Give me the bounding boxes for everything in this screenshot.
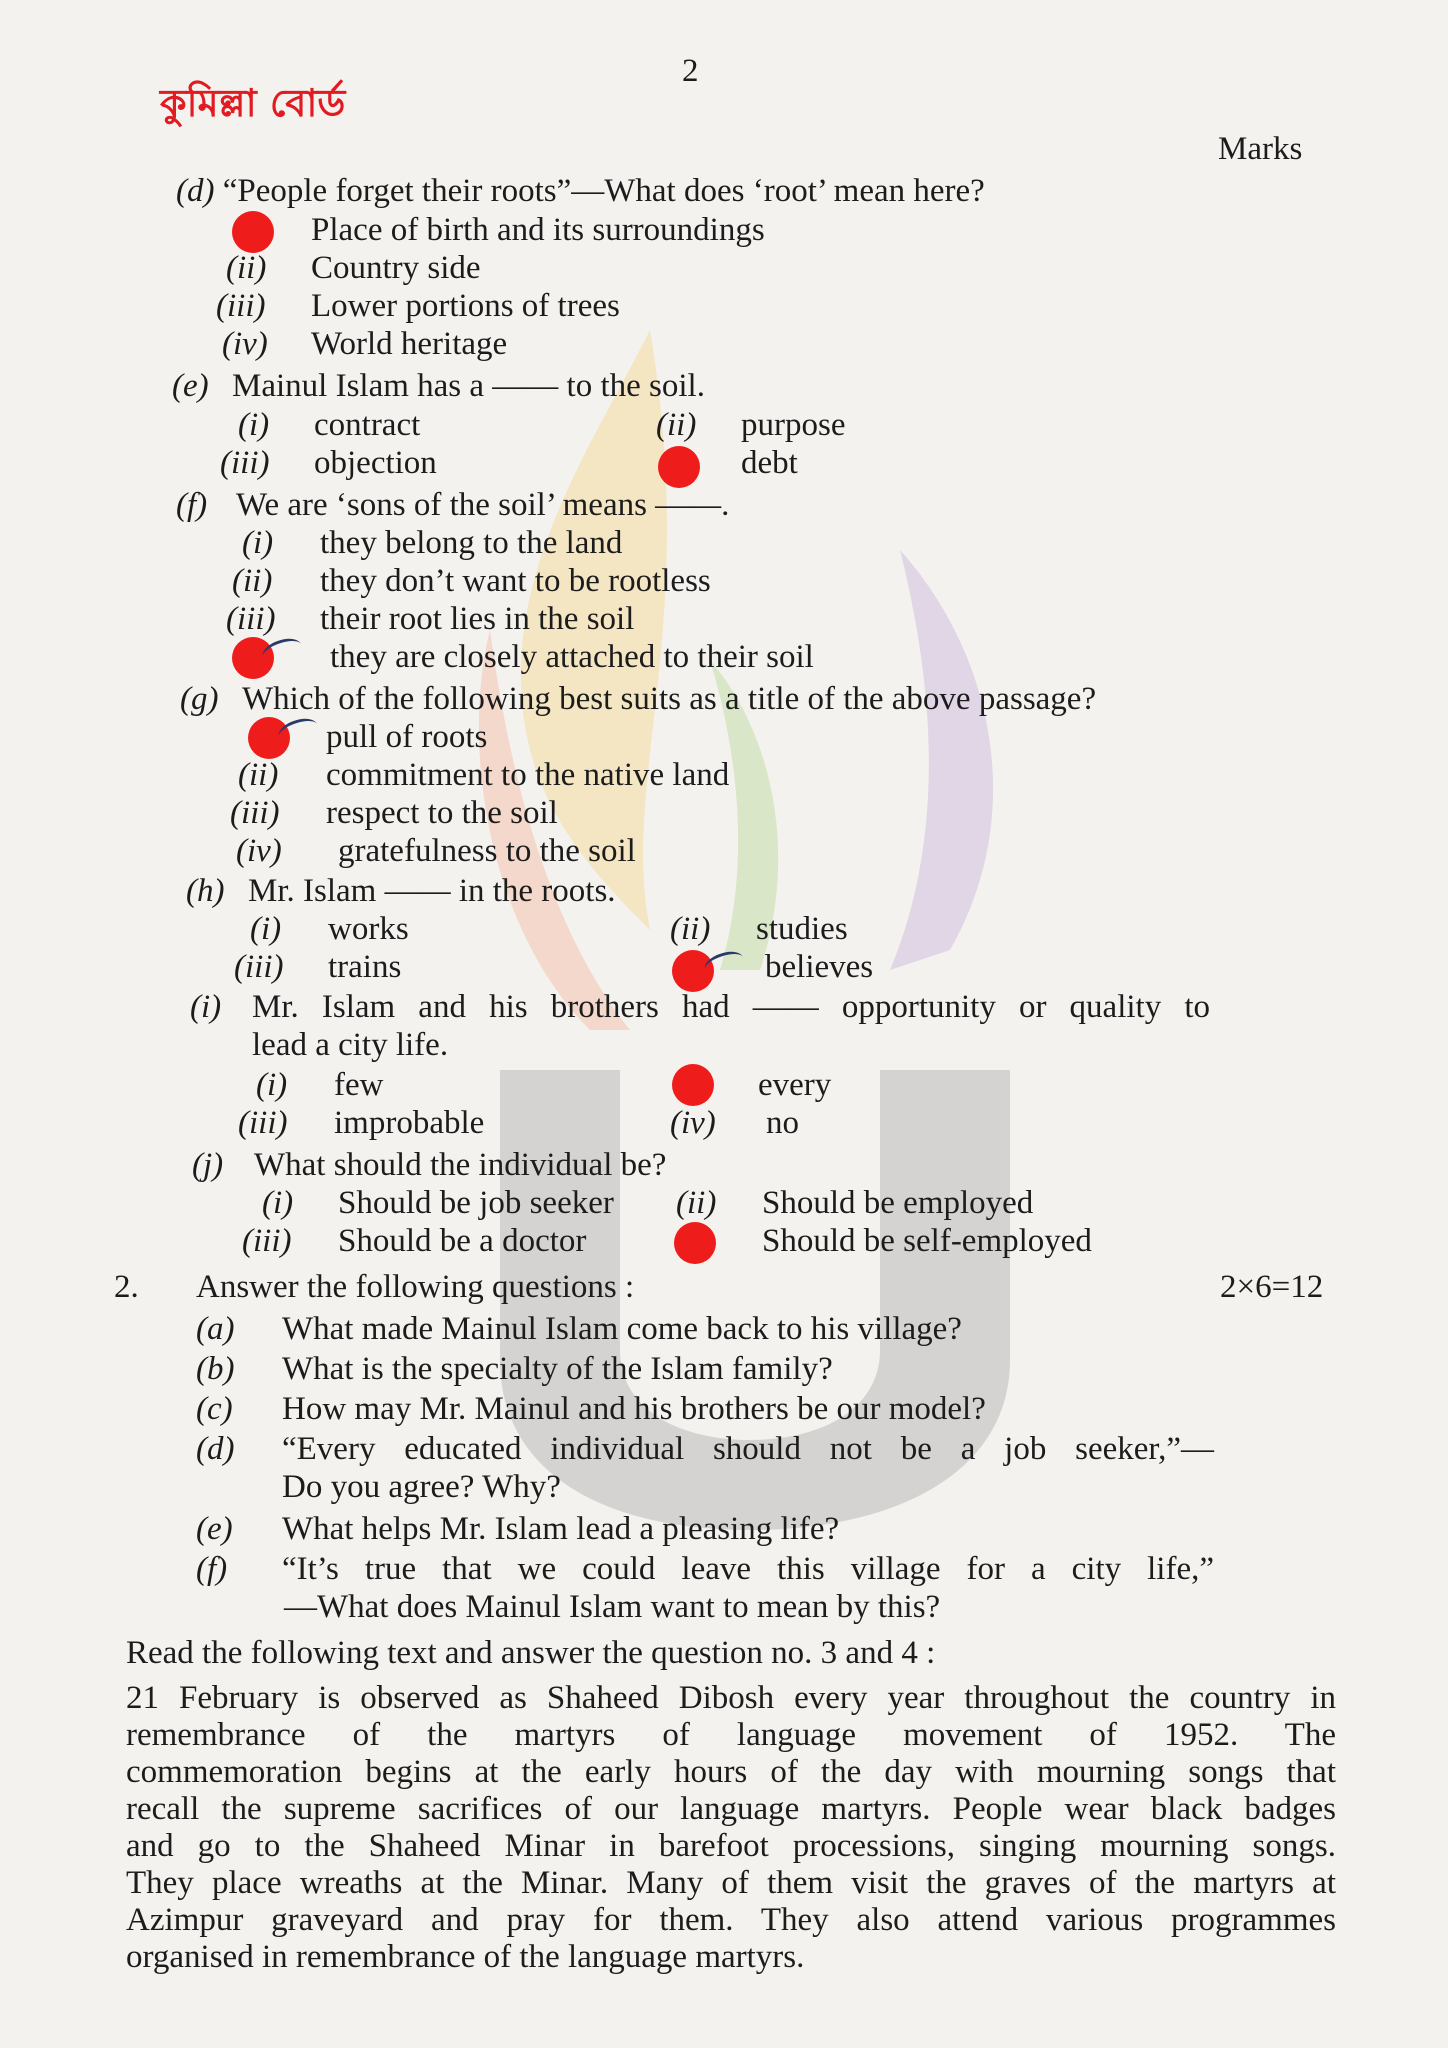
question-label: (e) bbox=[172, 368, 209, 404]
option-label: (iii) bbox=[238, 1105, 288, 1141]
option-d-iv bbox=[222, 325, 507, 363]
option-text: Should be a doctor bbox=[338, 1223, 587, 1259]
board-name: কুমিল্লা বোর্ড bbox=[160, 81, 346, 125]
pen-tick-mark bbox=[702, 947, 747, 979]
item-label: (e) bbox=[196, 1511, 233, 1547]
q2-item-e bbox=[196, 1510, 839, 1548]
question-text: We are ‘sons of the soil’ means ——. bbox=[236, 487, 730, 523]
option-g-i bbox=[326, 718, 487, 756]
option-text: Place of birth and its surroundings bbox=[311, 212, 765, 248]
option-label: (ii) bbox=[232, 563, 273, 599]
q2-item-f-line2: —What does Mainul Islam want to mean by this? bbox=[284, 1589, 941, 1625]
option-label: (iii) bbox=[220, 445, 270, 481]
question-text: What should the individual be? bbox=[254, 1147, 667, 1183]
option-h-ii bbox=[670, 910, 848, 948]
option-d-iii bbox=[216, 287, 620, 325]
item-label: (f) bbox=[196, 1551, 228, 1587]
option-text: Should be job seeker bbox=[338, 1185, 614, 1221]
passage-line: remembrance of the martyrs of language movement of 1952. The bbox=[126, 1717, 1336, 1753]
option-g-iv bbox=[236, 832, 636, 870]
question-d bbox=[176, 172, 985, 210]
passage-line: They place wreaths at the Minar. Many of them visit the graves of the martyrs at bbox=[126, 1865, 1336, 1901]
item-label: (a) bbox=[196, 1311, 235, 1347]
option-label: (iv) bbox=[222, 326, 268, 362]
option-text: they don’t want to be rootless bbox=[320, 563, 711, 599]
q2-item-a bbox=[196, 1310, 962, 1348]
option-label: (i) bbox=[256, 1067, 288, 1103]
item-label: (c) bbox=[196, 1391, 233, 1427]
question-text-line1: Mr. Islam and his brothers had —— opportunity or quality to bbox=[252, 989, 1210, 1025]
option-h-iii bbox=[234, 948, 401, 986]
question-j bbox=[192, 1146, 666, 1184]
option-label: (ii) bbox=[676, 1185, 717, 1221]
option-text: gratefulness to the soil bbox=[338, 833, 636, 869]
option-j-iii bbox=[242, 1222, 586, 1260]
option-e-i bbox=[238, 406, 420, 444]
question-e bbox=[172, 367, 705, 405]
question-2-number: 2. bbox=[114, 1269, 139, 1305]
option-text: they belong to the land bbox=[320, 525, 623, 561]
option-label: (ii) bbox=[226, 250, 267, 286]
answer-mark-dot bbox=[674, 1222, 716, 1264]
q2-item-f bbox=[196, 1550, 1214, 1588]
option-text: Should be self-employed bbox=[762, 1223, 1092, 1259]
answer-mark-dot bbox=[672, 1064, 714, 1106]
option-text: respect to the soil bbox=[326, 795, 558, 831]
option-e-iii bbox=[220, 444, 437, 482]
question-text: Mainul Islam has a —— to the soil. bbox=[232, 368, 705, 404]
option-label: (i) bbox=[238, 407, 270, 443]
option-text: purpose bbox=[741, 407, 846, 443]
item-text: How may Mr. Mainul and his brothers be our model? bbox=[282, 1391, 986, 1427]
question-f bbox=[176, 486, 729, 524]
option-f-i bbox=[242, 524, 622, 562]
passage-line: recall the supreme sacrifices of our language martyrs. People wear black badges bbox=[126, 1791, 1336, 1827]
option-label: (ii) bbox=[670, 911, 711, 947]
option-text: contract bbox=[314, 407, 421, 443]
option-i-ii bbox=[758, 1066, 831, 1104]
option-d-i bbox=[311, 211, 765, 249]
question-label: (j) bbox=[192, 1147, 224, 1183]
option-label: (ii) bbox=[656, 407, 697, 443]
option-text: every bbox=[758, 1067, 832, 1103]
question-label: (h) bbox=[186, 873, 225, 909]
question-label: (d) bbox=[176, 173, 215, 209]
option-label: (iv) bbox=[670, 1105, 716, 1141]
question-g bbox=[180, 680, 1096, 718]
passage-line: Azimpur graveyard and pray for them. They also attend various programmes bbox=[126, 1902, 1336, 1938]
item-text: “Every educated individual should not be a job seeker,”— bbox=[282, 1431, 1214, 1467]
item-label: (b) bbox=[196, 1351, 235, 1387]
option-text: pull of roots bbox=[326, 719, 488, 755]
question-i-line2: lead a city life. bbox=[252, 1027, 449, 1063]
option-text: Country side bbox=[311, 250, 481, 286]
option-text: commitment to the native land bbox=[326, 757, 730, 793]
option-h-iv bbox=[765, 948, 873, 986]
option-text: debt bbox=[741, 445, 798, 481]
option-label: (iii) bbox=[230, 795, 280, 831]
q2-item-d bbox=[196, 1430, 1214, 1468]
option-d-ii bbox=[226, 249, 481, 287]
option-g-iii bbox=[230, 794, 558, 832]
option-h-i bbox=[250, 910, 409, 948]
question-2-marks: 2×6=12 bbox=[1220, 1269, 1324, 1305]
question-2-instruction: Answer the following questions : bbox=[196, 1269, 635, 1305]
passage-intro: Read the following text and answer the question no. 3 and 4 : bbox=[126, 1635, 936, 1671]
option-text: Lower portions of trees bbox=[311, 288, 620, 324]
question-text: “People forget their roots”—What does ‘root’ mean here? bbox=[222, 173, 985, 209]
option-text: objection bbox=[314, 445, 437, 481]
question-label: (f) bbox=[176, 487, 208, 523]
option-label: (iii) bbox=[216, 288, 266, 324]
option-i-i bbox=[256, 1066, 383, 1104]
option-label: (iii) bbox=[242, 1223, 292, 1259]
q2-item-c bbox=[196, 1390, 986, 1428]
passage-line: commemoration begins at the early hours of the day with mourning songs that bbox=[126, 1754, 1336, 1790]
option-text: no bbox=[766, 1105, 799, 1141]
question-label: (g) bbox=[180, 681, 219, 717]
option-label: (iv) bbox=[236, 833, 282, 869]
option-text: trains bbox=[328, 949, 402, 985]
marks-header: Marks bbox=[1218, 131, 1303, 167]
pen-tick-mark bbox=[276, 714, 321, 746]
option-label: (iii) bbox=[234, 949, 284, 985]
option-text: few bbox=[334, 1067, 384, 1103]
option-j-i bbox=[262, 1184, 614, 1222]
option-label: (i) bbox=[242, 525, 274, 561]
passage-text bbox=[126, 1680, 1336, 1976]
option-label: (i) bbox=[250, 911, 282, 947]
option-i-iii bbox=[238, 1104, 484, 1142]
option-e-ii bbox=[656, 406, 845, 444]
option-e-iv bbox=[741, 444, 798, 482]
q2-item-b bbox=[196, 1350, 833, 1388]
item-label: (d) bbox=[196, 1431, 235, 1467]
item-text: What is the specialty of the Islam family? bbox=[282, 1351, 833, 1387]
option-text: Should be employed bbox=[762, 1185, 1034, 1221]
item-text: “It’s true that we could leave this village for a city life,” bbox=[282, 1551, 1214, 1587]
option-text: they are closely attached to their soil bbox=[330, 639, 814, 675]
option-j-ii bbox=[676, 1184, 1033, 1222]
option-text: their root lies in the soil bbox=[320, 601, 635, 637]
option-f-iv bbox=[330, 638, 814, 676]
option-label: (ii) bbox=[238, 757, 279, 793]
question-i bbox=[190, 988, 1210, 1026]
question-text: Mr. Islam —— in the roots. bbox=[248, 873, 616, 909]
question-label: (i) bbox=[190, 989, 222, 1025]
question-h bbox=[186, 872, 616, 910]
question-text: Which of the following best suits as a title of the above passage? bbox=[242, 681, 1097, 717]
page-number: 2 bbox=[682, 53, 699, 89]
option-label: (iii) bbox=[226, 601, 276, 637]
item-text: What made Mainul Islam come back to his village? bbox=[282, 1311, 962, 1347]
pen-tick-mark bbox=[260, 634, 305, 666]
option-text: works bbox=[328, 911, 409, 947]
item-text: What helps Mr. Islam lead a pleasing life? bbox=[282, 1511, 840, 1547]
answer-mark-dot bbox=[232, 211, 274, 253]
option-text: World heritage bbox=[311, 326, 508, 362]
option-f-ii bbox=[232, 562, 711, 600]
passage-line: organised in remembrance of the language martyrs. bbox=[126, 1939, 805, 1975]
passage-line: 21 February is observed as Shaheed Dibosh every year throughout the country in bbox=[126, 1680, 1336, 1716]
option-text: studies bbox=[756, 911, 848, 947]
q2-item-d-line2: Do you agree? Why? bbox=[282, 1469, 561, 1505]
option-i-iv bbox=[670, 1104, 799, 1142]
option-j-iv bbox=[762, 1222, 1092, 1260]
option-label: (i) bbox=[262, 1185, 294, 1221]
option-text: improbable bbox=[334, 1105, 485, 1141]
option-f-iii bbox=[226, 600, 634, 638]
answer-mark-dot bbox=[658, 446, 700, 488]
option-g-ii bbox=[238, 756, 729, 794]
passage-line: and go to the Shaheed Minar in barefoot processions, singing mourning songs. bbox=[126, 1828, 1336, 1864]
option-text: believes bbox=[765, 949, 874, 985]
